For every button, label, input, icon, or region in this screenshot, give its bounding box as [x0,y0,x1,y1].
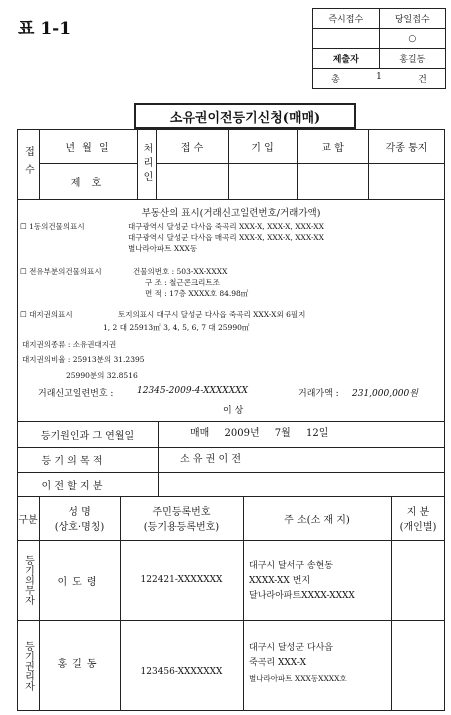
reception-box [312,8,446,89]
col-share-title: 지 분 [406,507,430,518]
land-line1: 토지의표시 대구시 달성군 다사읍 죽곡리 XXX-X외 6필지 [118,310,306,319]
reception-immediate-label: 즉시접수 [313,9,380,29]
obligee-addr [249,641,347,686]
obligee-addr-line: 별나라아파트 XXX동XXXX호 [249,674,347,683]
unit-line: 면 적 : 17층 XXXX호 84.98㎡ [145,289,249,298]
obligor-addr [249,559,355,604]
submitter-label: 제출자 [313,49,380,69]
col-share [391,496,445,540]
building-line: 별나라아파트 XXX동 [128,244,198,253]
obligor-name: 이도령 [57,576,102,588]
figure-label: 표 1-1 [18,19,72,39]
building-line: 대구광역시 달성군 다사읍 매곡리 XXX-X, XXX-X, XXX-XX [128,233,324,242]
obligor-id: 122421-XXXXXXX [140,575,223,585]
obligee-div: 등기권리자 [22,640,34,691]
number-label: 제 호 [70,177,106,189]
total-label: 총 [331,75,340,85]
obligor-div: 등기의무자 [22,555,34,605]
land-ratio1: 대지권의비율 : 25913분의 31.2395 [22,355,145,364]
col-name-title: 성 명 [68,507,91,518]
col-name [39,496,120,540]
unit-line: 건물의번호 : 503-XX-XXXX [133,267,228,276]
obligor-addr-line: 달나라아파트XXXX-XXXX [249,591,355,601]
submitter-name: 홍길동 [379,49,446,69]
serial-value: 12345-2009-4-XXXXXXX [137,386,248,396]
col-id [120,496,243,540]
property-heading: 부동산의 표시(거래신고일련번호/거래가액) [141,207,321,219]
col-div: 구분 [18,514,38,526]
col-id-sub: (등기용등록번호) [143,522,220,533]
unit-label: ☐ 전유부분의건물의표시 [20,267,102,276]
land-label: ☐ 대지권의표시 [20,310,73,319]
purpose-value: 소 유 권 이 전 [180,454,242,465]
reception-sameday-label: 당일접수 [379,9,446,29]
obligor-addr-line: 대구시 달서구 송현동 [249,561,333,571]
building-label: ☐ 1동의건물의표시 [20,222,85,231]
col-entry: 기 입 [251,142,274,154]
obligee-id: 123456-XXXXXXX [140,667,223,677]
date-label: 년 월 일 [65,142,111,154]
col-accept: 접 수 [180,142,204,154]
share-label: 이 전 할 지 분 [41,480,103,492]
col-notice: 각종 통지 [385,142,428,154]
col-name-sub: (상호·명칭) [54,522,105,533]
obligee-name: 홍길동 [57,659,102,670]
unit-line: 구 조 : 철근콘크리트조 [145,278,220,287]
form-title: 소유권이전등기신청(매매) [134,103,356,129]
price-value: 231,000,000원 [352,389,418,399]
col-addr: 주 소(소 재 지) [284,514,350,526]
cause-value: 매매 2009년 7월 12일 [190,428,329,439]
obligor-addr-line: XXXX-XX 번지 [249,576,311,586]
obligee-addr-line: 죽곡리 XXX-X [249,658,306,668]
purpose-label: 등 기 의 목 적 [41,456,103,467]
process-label: 처리인 [141,143,152,185]
total-unit: 건 [418,75,427,85]
cause-label: 등기원인과 그 연월일 [40,430,135,442]
accept-label: 접수 [22,146,34,182]
serial-label: 거래신고일련번호 : [38,389,114,399]
unit-lines [133,266,248,299]
obligee-addr-line: 대구시 달성군 다사읍 [249,643,333,653]
price-label: 거래가액 : [298,389,339,399]
land-type: 대지권의종류 : 소유권대지권 [22,340,117,349]
col-share-sub: (개인별) [399,522,437,533]
col-id-title: 주민등록번호 [152,507,211,518]
total-row [313,69,446,89]
total-count: 1 [376,72,382,82]
building-lines [128,221,324,254]
land-ratio2: 25990분의 32.8516 [66,371,138,380]
col-check: 교 합 [321,142,344,154]
reception-mark: ○ [379,29,446,49]
reception-empty-cell [313,29,380,49]
land-line2: 1, 2 대 25913㎡ 3, 4, 5, 6, 7 대 25990㎡ [103,323,250,332]
building-line: 대구광역시 달성군 다사읍 죽곡리 XXX-X, XXX-X, XXX-XX [128,222,324,231]
end-mark: 이 상 [223,406,244,416]
